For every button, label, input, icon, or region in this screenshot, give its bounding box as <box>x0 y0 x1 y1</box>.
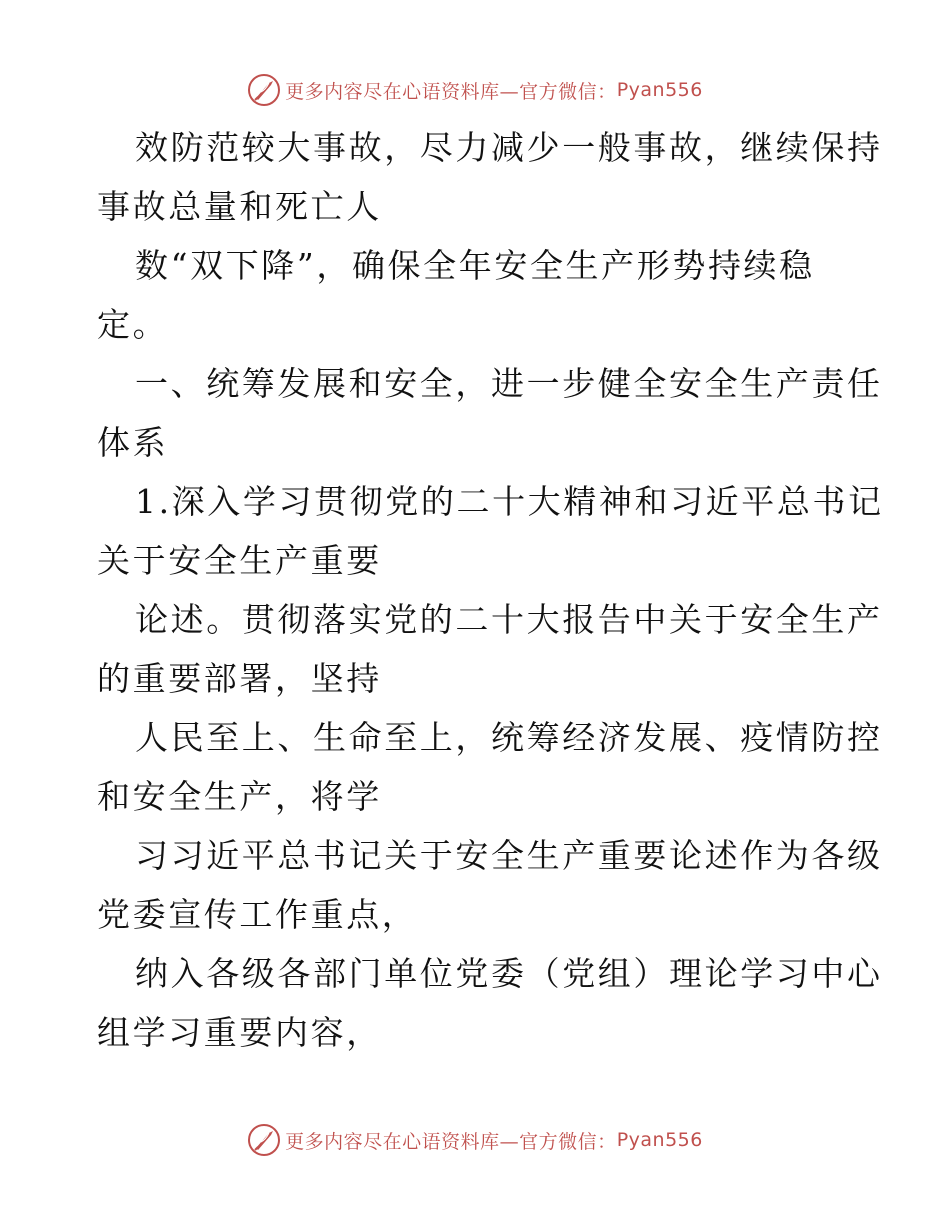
watermark-wechat-label: —官方微信： <box>499 80 617 103</box>
numbered-item: 1.深入学习贯彻党的二十大精神和习近平总书记 <box>135 482 884 521</box>
body-line: 关于安全生产重要 <box>97 541 382 580</box>
watermark-wechat-id: Pyan556 <box>616 1129 703 1151</box>
quill-pen-logo-icon <box>247 73 281 107</box>
document-body <box>97 118 884 1062</box>
body-line: 的重要部署，坚持 <box>97 659 382 698</box>
body-line: 习习近平总书记关于安全生产重要论述作为各级 <box>135 836 883 875</box>
body-line: 和安全生产，将学 <box>97 777 382 816</box>
header-watermark <box>0 70 950 110</box>
footer-watermark <box>0 1120 950 1160</box>
body-line: 数“双下降”，确保全年安全生产形势持续稳 <box>135 246 815 285</box>
body-line: 定。 <box>97 305 169 344</box>
watermark-brand-text: 更多内容尽在心语资料库 <box>285 80 500 103</box>
quill-pen-logo-icon <box>247 1123 281 1157</box>
section-heading: 一、统筹发展和安全，进一步健全安全生产责任 <box>135 364 883 403</box>
body-line: 效防范较大事故，尽力减少一般事故，继续保持 <box>135 128 883 167</box>
body-line: 论述。贯彻落实党的二十大报告中关于安全生产 <box>135 600 883 639</box>
watermark-brand-text: 更多内容尽在心语资料库 <box>285 1130 500 1153</box>
watermark-wechat-id: Pyan556 <box>616 79 703 101</box>
body-line: 纳入各级各部门单位党委（党组）理论学习中心 <box>135 954 883 993</box>
body-line: 党委宣传工作重点， <box>97 895 418 934</box>
body-line: 组学习重要内容， <box>97 1013 382 1052</box>
watermark-wechat-label: —官方微信： <box>499 1130 617 1153</box>
section-heading-cont: 体系 <box>97 423 169 462</box>
body-line: 人民至上、生命至上，统筹经济发展、疫情防控 <box>135 718 883 757</box>
body-line: 事故总量和死亡人 <box>97 187 382 226</box>
